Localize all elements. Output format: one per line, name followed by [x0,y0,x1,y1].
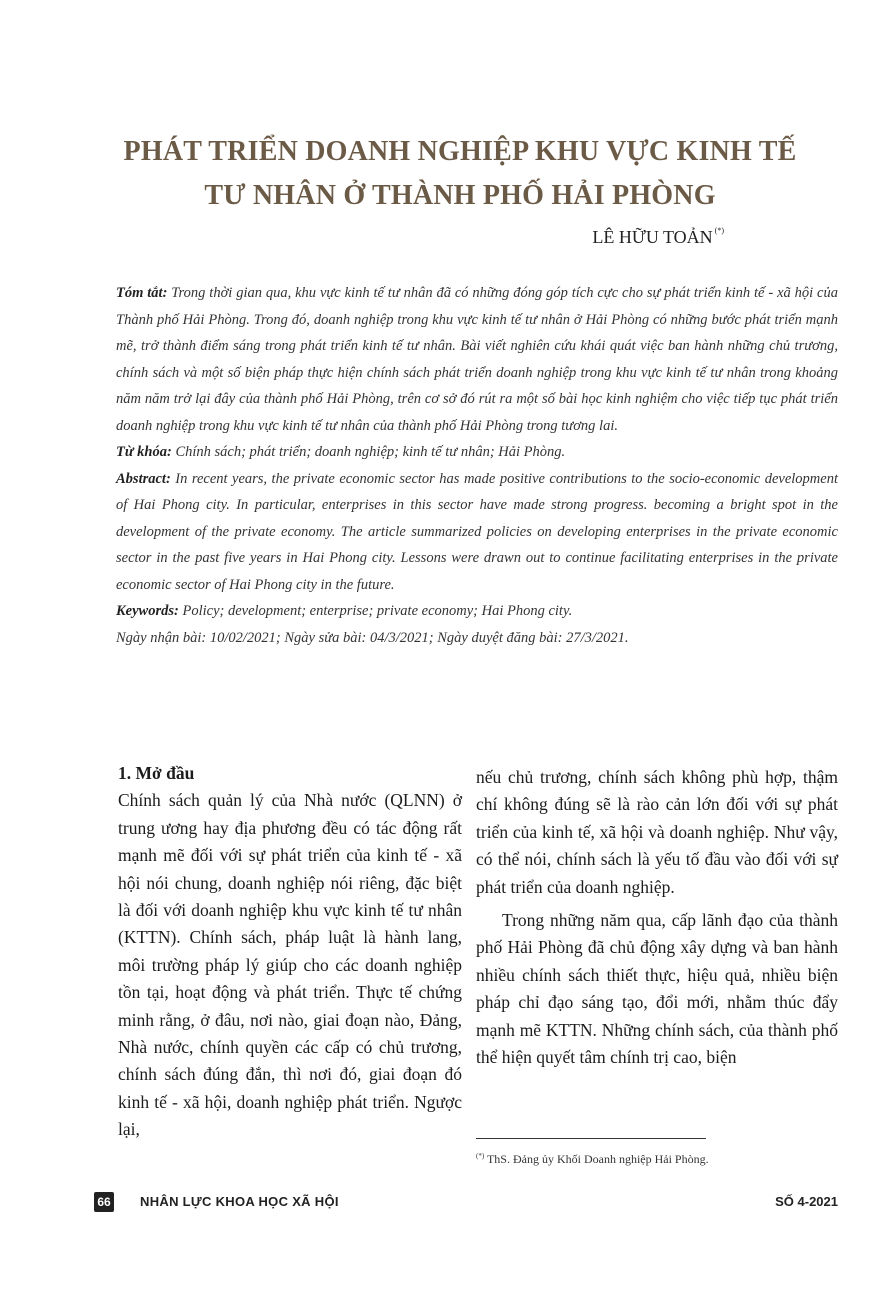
abstract-block [116,280,838,651]
footnote [476,1152,709,1167]
keywords-vi-label: Từ khóa: [116,444,172,460]
author [592,226,724,248]
abstract-en-text: In recent years, the private economic sector has made positive contributions to the socio-economic development of Hai Phong city. In particular, enterprises in this sector have made strong progress. becoming a bright spot in the development of the private economy. The article summarized policies on developing enterprises in the private economic sector in the past five years in Hai Phong city. Lessons were drawn out to continue facilitating enterprises in the private economic sector of Hai Phong city in the future. [116,470,838,593]
abstract-en [116,466,838,599]
abstract-vi-label: Tóm tắt: [116,285,168,301]
author-footnote-mark: (*) [714,226,724,235]
keywords-en-label: Keywords: [116,603,179,619]
title-line-2: TƯ NHÂN Ở THÀNH PHỐ HẢI PHÒNG [204,180,716,211]
abstract-en-label: Abstract: [116,470,171,487]
keywords-vi-text: Chính sách; phát triển; doanh nghiệp; kinh tế tư nhân; Hải Phòng. [171,444,566,460]
keywords-vi [116,439,838,466]
journal-name: NHÂN LỰC KHOA HỌC XÃ HỘI [140,1194,339,1209]
column-left [118,760,462,1144]
abstract-vi [116,280,838,439]
intro-paragraph-1-continued: nếu chủ trương, chính sách không phù hợp, thậm chí không đúng sẽ là rào cản lớn đối với sự phát triển của kinh tế, xã hội và doanh nghiệp. Như vậy, có thể nói, chính sách là yếu tố đầu vào đối với sự phát triển của doanh nghiệp. [476,767,838,897]
abstract-vi-text: Trong thời gian qua, khu vực kinh tế tư nhân đã có những đóng góp tích cực cho sự phát triển kinh tế - xã hội của Thành phố Hải Phòng. Trong đó, doanh nghiệp trong khu vực kinh tế tư nhân ở Hải Phòng có những bước phát triển mạnh mẽ, trở thành điểm sáng trong phát triển kinh tế tư nhân. Bài viết nghiên cứu khái quát việc ban hành những chủ trương, chính sách và một số biện pháp thực hiện chính sách phát triển doanh nghiệp trong khu vực kinh tế tư nhân trong khoảng năm năm trở lại đây của thành phố Hải Phòng, trên cơ sở đó rút ra một số bài học kinh nghiệm cho việc tiếp tục phát triển doanh nghiệp trong khu vực kinh tế tư nhân của thành phố Hải Phòng trong tương lai. [116,285,838,434]
keywords-en-text: Policy; development; enterprise; private economy; Hai Phong city. [178,603,573,619]
page-footer [94,1192,838,1212]
article-title [60,130,860,218]
intro-paragraph-1: Chính sách quản lý của Nhà nước (QLNN) ở trung ương hay địa phương đều có tác động rất mạnh mẽ đối với sự phát triển của kinh tế - xã hội nói chung, doanh nghiệp nói riêng, đặc biệt là đối với doanh nghiệp khu vực kinh tế tư nhân (KTTN). Chính sách, pháp luật là hành lang, môi trường pháp lý giúp cho các doanh nghiệp tồn tại, hoạt động và phát triển. Thực tế chứng minh rằng, ở đâu, nơi nào, giai đoạn nào, Đảng, Nhà nước, chính quyền các cấp có chủ trương, chính sách đúng đắn, thì nơi đó, giai đoạn đó kinh tế - xã hội, doanh nghiệp phát triển. Ngược lại, [118,790,462,1140]
column-right [476,764,838,1071]
section-heading: 1. Mở đầu [118,763,195,783]
page-number: 66 [94,1192,114,1212]
received-dates: Ngày nhận bài: 10/02/2021; Ngày sửa bài: 04/3/2021; Ngày duyệt đăng bài: 27/3/2021. [116,629,629,646]
footnote-mark: (*) [476,1152,485,1160]
footnote-divider [476,1138,706,1139]
intro-paragraph-2: Trong những năm qua, cấp lãnh đạo của thành phố Hải Phòng đã chủ động xây dựng và ban hành nhiều chính sách thiết thực, hiệu quả, nhiều biện pháp chỉ đạo sáng tạo, đổi mới, nhằm thúc đẩy mạnh mẽ KTTN. Những chính sách, của thành phố thể hiện quyết tâm chính trị cao, biện [476,910,838,1068]
keywords-en [116,598,838,625]
title-line-1: PHÁT TRIỂN DOANH NGHIỆP KHU VỰC KINH TẾ [123,136,797,167]
issue-number: SỐ 4-2021 [775,1194,838,1209]
author-name: LÊ HỮU TOẢN [592,227,713,247]
footnote-text: ThS. Đảng ủy Khối Doanh nghiệp Hải Phòng. [484,1152,709,1166]
